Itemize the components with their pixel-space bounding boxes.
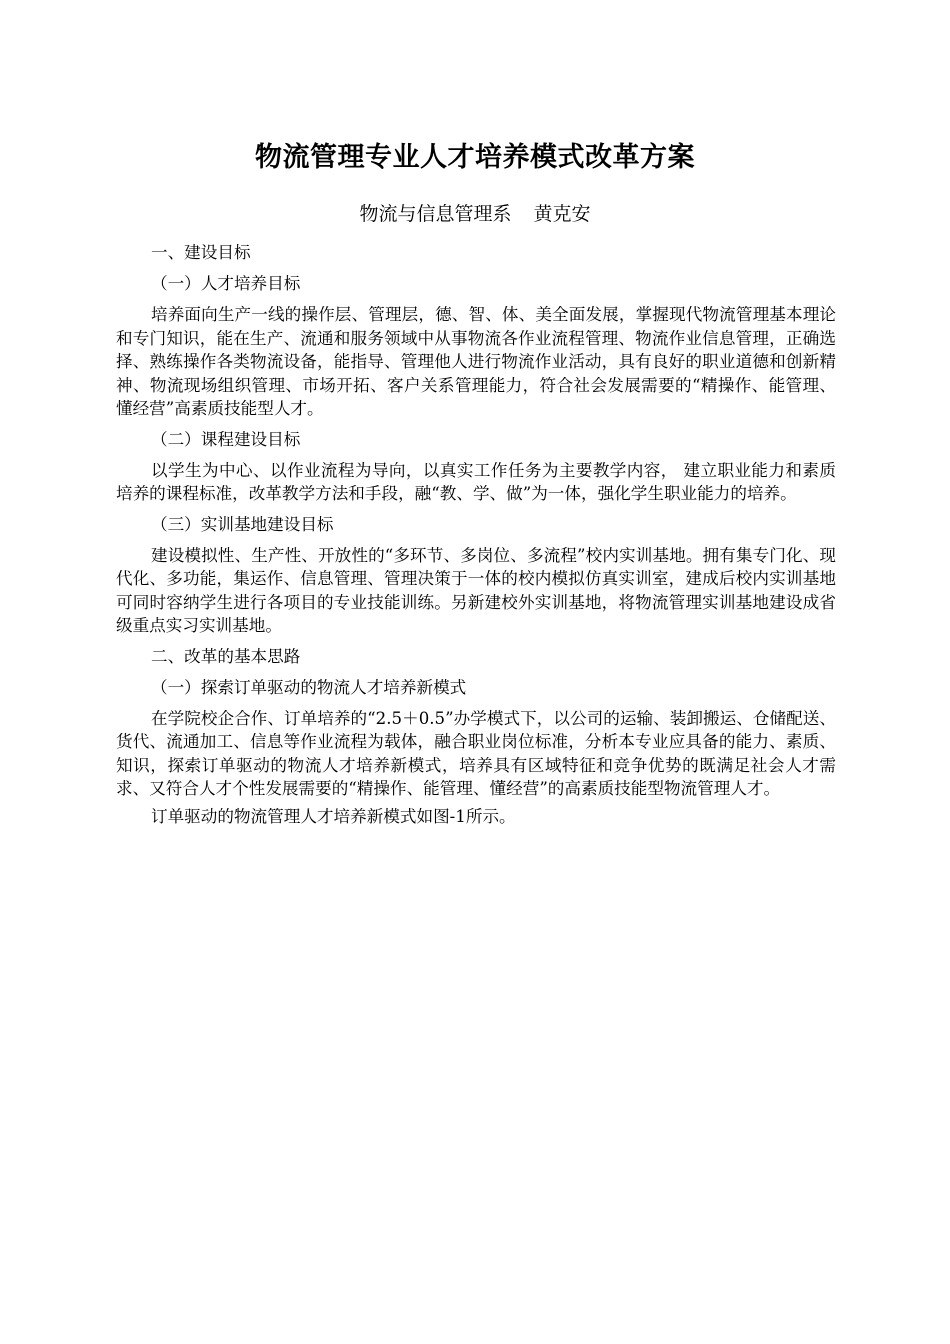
paragraph-figure-reference: 订单驱动的物流管理人才培养新模式如图-1所示。 [151,806,516,826]
document-body [116,241,836,835]
subsection-heading-2-1: （一）探索订单驱动的物流人才培养新模式 [151,677,467,697]
subsection-heading-1-3: （三）实训基地建设目标 [151,514,334,534]
document-title: 物流管理专业人才培养模式改革方案 [255,142,695,173]
paragraph-order-driven-model: 在学院校企合作、订单培养的“2.5＋0.5”办学模式下，以公司的运输、装卸搬运、仓储配送、货代、流通加工、信息等作业流程为载体，融合职业岗位标准，分析本专业应具备的能力、素质、知识，探索订单驱动的物流人才培养新模式，培养具有区域特征和竞争优势的既满足社会人才需求、又符合人才个性发展需要的“精操作、能管理、懂经营”的高素质技能型物流管理人才。 [116,708,836,798]
paragraph-talent-goal: 培养面向生产一线的操作层、管理层，德、智、体、美全面发展，掌握现代物流管理基本理论和专门知识，能在生产、流通和服务领域中从事物流各作业流程管理、物流作业信息管理，正确选择、熟练操作各类物流设备，能指导、管理他人进行物流作业活动，具有良好的职业道德和创新精神、物流现场组织管理、市场开拓、客户关系管理能力，符合社会发展需要的“精操作、能管理、懂经营”高素质技能型人才。 [116,305,836,418]
author-department: 物流与信息管理系 [359,203,512,225]
section-heading-2: 二、改革的基本思路 [151,646,301,666]
section-heading-1: 一、建设目标 [151,243,251,262]
paragraph-training-base-goal: 建设模拟性、生产性、开放性的“多环节、多岗位、多流程”校内实训基地。拥有集专门化、现代化、多功能，集运作、信息管理、管理决策于一体的校内模拟仿真实训室，建成后校内实训基地可同时容纳学生进行各项目的专业技能训练。另新建校外实训基地，将物流管理实训基地建设成省级重点实习实训基地。 [116,545,836,635]
subsection-heading-1-2: （二）课程建设目标 [151,429,301,449]
author-line [0,197,950,231]
subsection-heading-1-1: （一）人才培养目标 [151,274,301,293]
paragraph-course-goal: 以学生为中心、以作业流程为导向，以真实工作任务为主要教学内容， 建立职业能力和素质培养的课程标准，改革教学方法和手段，融“教、学、做”为一体，强化学生职业能力的培养。 [116,460,836,503]
author-name: 黄克安 [533,203,591,225]
